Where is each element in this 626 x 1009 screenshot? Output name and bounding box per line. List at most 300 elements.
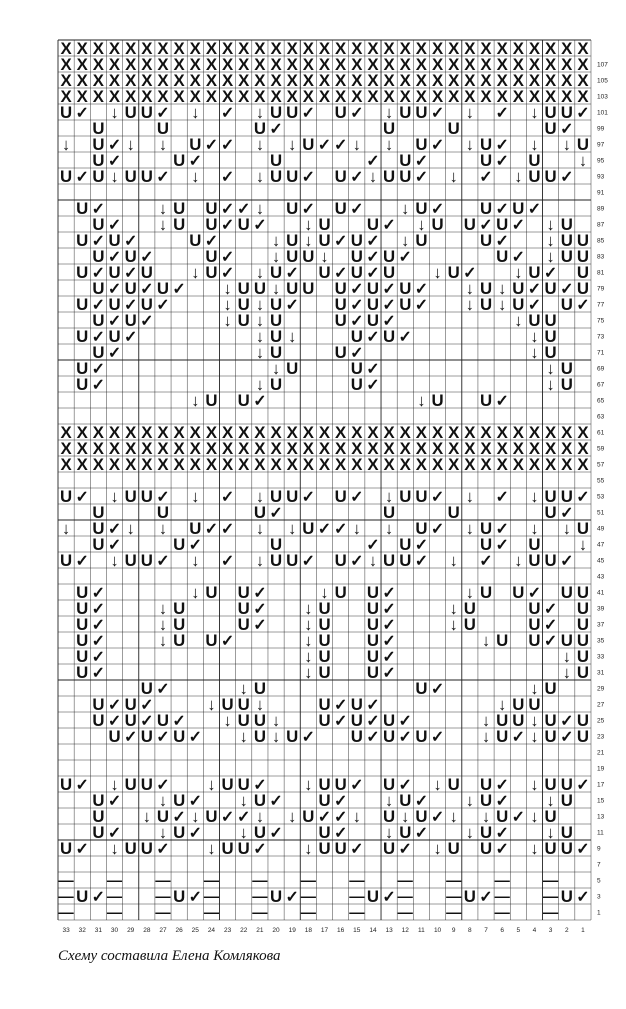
yarn-over-symbol: U: [399, 551, 412, 571]
yarn-over-symbol: U: [528, 631, 541, 651]
cross-symbol: X: [254, 423, 266, 443]
yarn-over-symbol: U: [173, 727, 186, 747]
cross-symbol: X: [205, 39, 218, 59]
yarn-over-symbol: U: [399, 167, 412, 187]
row-number-label: 23: [597, 733, 605, 741]
cross-symbol: X: [270, 423, 282, 443]
cross-symbol: X: [108, 455, 121, 475]
yarn-over-symbol: U: [237, 775, 250, 795]
yarn-over-symbol: U: [108, 263, 121, 283]
purl-symbol: —: [203, 904, 220, 922]
slip-down-symbol: ↓: [223, 295, 232, 315]
yarn-over-symbol: U: [415, 807, 428, 827]
cross-symbol: X: [76, 439, 88, 459]
decrease-symbol: ✓: [220, 808, 235, 826]
slip-down-symbol: ↓: [530, 839, 539, 859]
decrease-symbol: ✓: [107, 216, 122, 234]
decrease-symbol: ✓: [560, 504, 574, 522]
yarn-over-symbol: U: [269, 487, 283, 507]
cross-symbol: X: [125, 87, 137, 107]
cross-symbol: X: [367, 455, 379, 475]
slip-down-symbol: ↓: [465, 295, 475, 315]
cross-symbol: X: [480, 439, 492, 459]
row-number-label: 29: [597, 685, 605, 693]
slip-down-symbol: ↓: [562, 663, 571, 683]
decrease-symbol: ✓: [107, 248, 122, 266]
purl-symbol: —: [446, 872, 462, 890]
slip-down-symbol: ↓: [384, 519, 394, 539]
yarn-over-symbol: U: [76, 663, 89, 683]
cross-symbol: X: [431, 87, 444, 107]
yarn-over-symbol: U: [496, 631, 509, 651]
yarn-over-symbol: U: [318, 263, 331, 283]
yarn-over-symbol: U: [350, 263, 363, 283]
purl-symbol: —: [203, 888, 220, 906]
slip-down-symbol: ↓: [449, 615, 458, 635]
yarn-over-symbol: U: [318, 839, 331, 859]
decrease-symbol: ✓: [495, 520, 509, 538]
column-number-label: 15: [353, 927, 361, 934]
yarn-over-symbol: U: [512, 295, 525, 315]
cross-symbol: X: [302, 423, 314, 443]
slip-down-symbol: ↓: [304, 231, 313, 251]
cross-symbol: X: [60, 87, 72, 107]
yarn-over-symbol: U: [431, 391, 444, 411]
yarn-over-symbol: U: [463, 215, 476, 235]
decrease-symbol: ✓: [269, 120, 283, 138]
slip-down-symbol: ↓: [191, 807, 200, 827]
slip-down-symbol: ↓: [255, 807, 265, 827]
cross-symbol: X: [318, 439, 331, 459]
cross-symbol: X: [189, 71, 201, 91]
cross-symbol: X: [561, 87, 573, 107]
yarn-over-symbol: U: [173, 791, 186, 811]
cross-symbol: X: [464, 55, 476, 75]
cross-symbol: X: [173, 71, 185, 91]
yarn-over-symbol: U: [124, 487, 137, 507]
yarn-over-symbol: U: [366, 631, 380, 651]
cross-symbol: X: [76, 423, 88, 443]
decrease-symbol: ✓: [237, 808, 251, 826]
yarn-over-symbol: U: [76, 583, 89, 603]
yarn-over-symbol: U: [173, 151, 186, 171]
cross-symbol: X: [496, 439, 508, 459]
row-number-label: 7: [597, 861, 601, 869]
slip-down-symbol: ↓: [562, 519, 571, 539]
decrease-symbol: ✓: [301, 168, 316, 186]
row-number-label: 61: [597, 429, 605, 437]
slip-down-symbol: ↓: [255, 103, 265, 123]
column-number-label: 5: [516, 927, 521, 934]
cross-symbol: X: [92, 439, 104, 459]
slip-down-symbol: ↓: [401, 199, 410, 219]
decrease-symbol: ✓: [414, 824, 429, 842]
cross-symbol: X: [254, 439, 266, 459]
cross-symbol: X: [302, 439, 314, 459]
decrease-symbol: ✓: [527, 584, 542, 602]
cross-symbol: X: [577, 439, 589, 459]
yarn-over-symbol: U: [496, 807, 509, 827]
slip-down-symbol: ↓: [546, 791, 555, 811]
cross-symbol: X: [464, 39, 476, 59]
yarn-over-symbol: U: [544, 679, 557, 699]
decrease-symbol: ✓: [430, 808, 445, 826]
slip-down-symbol: ↓: [530, 807, 539, 827]
cross-symbol: X: [335, 87, 347, 107]
yarn-over-symbol: U: [92, 167, 105, 187]
decrease-symbol: ✓: [479, 888, 493, 906]
decrease-symbol: ✓: [91, 376, 106, 394]
decrease-symbol: ✓: [560, 552, 574, 570]
slip-down-symbol: ↓: [417, 391, 426, 411]
yarn-over-symbol: U: [544, 711, 557, 731]
yarn-over-symbol: U: [415, 487, 428, 507]
decrease-symbol: ✓: [107, 536, 122, 554]
cross-symbol: X: [367, 55, 379, 75]
yarn-over-symbol: U: [318, 823, 331, 843]
yarn-over-symbol: U: [576, 663, 589, 683]
cross-symbol: X: [125, 455, 137, 475]
slip-down-symbol: ↓: [126, 135, 135, 155]
decrease-symbol: ✓: [107, 712, 122, 730]
decrease-symbol: ✓: [107, 344, 122, 362]
column-number-label: 19: [288, 927, 296, 934]
decrease-symbol: ✓: [285, 296, 299, 314]
cross-symbol: X: [60, 55, 72, 75]
yarn-over-symbol: U: [76, 887, 89, 907]
cross-symbol: X: [561, 439, 573, 459]
slip-down-symbol: ↓: [320, 247, 329, 267]
purl-symbol: —: [106, 904, 123, 922]
yarn-over-symbol: U: [366, 599, 380, 619]
decrease-symbol: ✓: [220, 552, 235, 570]
yarn-over-symbol: U: [76, 599, 89, 619]
yarn-over-symbol: U: [383, 167, 396, 187]
decrease-symbol: ✓: [414, 792, 429, 810]
yarn-over-symbol: U: [447, 119, 460, 139]
cross-symbol: X: [318, 455, 331, 475]
chart-caption: Схему составила Елена Комлякова: [58, 948, 281, 964]
slip-down-symbol: ↓: [255, 375, 265, 395]
decrease-symbol: ✓: [333, 824, 348, 842]
cross-symbol: X: [512, 55, 524, 75]
column-number-label: 33: [62, 927, 70, 934]
decrease-symbol: ✓: [495, 232, 509, 250]
decrease-symbol: ✓: [220, 200, 235, 218]
decrease-symbol: ✓: [350, 104, 364, 122]
cross-symbol: X: [141, 39, 153, 59]
row-number-label: 31: [597, 669, 605, 677]
row-number-label: 15: [597, 797, 605, 805]
yarn-over-symbol: U: [205, 391, 218, 411]
purl-symbol: —: [543, 888, 559, 906]
slip-down-symbol: ↓: [320, 583, 329, 603]
decrease-symbol: ✓: [382, 280, 396, 298]
yarn-over-symbol: U: [463, 599, 476, 619]
decrease-symbol: ✓: [91, 600, 106, 618]
yarn-over-symbol: U: [544, 167, 557, 187]
yarn-over-symbol: U: [221, 775, 234, 795]
decrease-symbol: ✓: [188, 792, 202, 810]
cross-symbol: X: [60, 439, 72, 459]
cross-symbol: X: [351, 87, 363, 107]
row-number-label: 9: [597, 845, 601, 853]
yarn-over-symbol: U: [383, 711, 396, 731]
decrease-symbol: ✓: [495, 152, 509, 170]
cross-symbol: X: [335, 455, 347, 475]
row-number-label: 81: [597, 269, 605, 277]
cross-symbol: X: [205, 455, 218, 475]
yarn-over-symbol: U: [415, 727, 428, 747]
yarn-over-symbol: U: [366, 279, 380, 299]
decrease-symbol: ✓: [527, 280, 542, 298]
column-number-label: 14: [369, 927, 377, 934]
yarn-over-symbol: U: [237, 295, 250, 315]
cross-symbol: X: [173, 87, 185, 107]
yarn-over-symbol: U: [286, 359, 299, 379]
decrease-symbol: ✓: [220, 248, 235, 266]
cross-symbol: X: [221, 439, 234, 459]
slip-down-symbol: ↓: [255, 487, 265, 507]
slip-down-symbol: ↓: [110, 103, 119, 123]
cross-symbol: X: [189, 39, 201, 59]
slip-down-symbol: ↓: [304, 631, 313, 651]
yarn-over-symbol: U: [399, 487, 412, 507]
cross-symbol: X: [448, 87, 460, 107]
yarn-over-symbol: U: [479, 199, 493, 219]
cross-symbol: X: [480, 87, 492, 107]
yarn-over-symbol: U: [447, 775, 460, 795]
slip-down-symbol: ↓: [271, 231, 281, 251]
yarn-over-symbol: U: [366, 647, 380, 667]
slip-down-symbol: ↓: [578, 535, 588, 555]
cross-symbol: X: [480, 455, 492, 475]
yarn-over-symbol: U: [156, 711, 170, 731]
decrease-symbol: ✓: [333, 520, 348, 538]
yarn-over-symbol: U: [350, 695, 363, 715]
decrease-symbol: ✓: [479, 552, 493, 570]
yarn-over-symbol: U: [140, 839, 153, 859]
slip-down-symbol: ↓: [465, 519, 475, 539]
slip-down-symbol: ↓: [530, 343, 539, 363]
slip-down-symbol: ↓: [271, 727, 281, 747]
cross-symbol: X: [76, 39, 88, 59]
yarn-over-symbol: U: [318, 647, 331, 667]
row-number-label: 83: [597, 253, 605, 261]
slip-down-symbol: ↓: [384, 791, 394, 811]
slip-down-symbol: ↓: [61, 519, 71, 539]
purl-symbol: —: [203, 872, 220, 890]
yarn-over-symbol: U: [463, 887, 476, 907]
slip-down-symbol: ↓: [61, 135, 71, 155]
cross-symbol: X: [545, 39, 557, 59]
cross-symbol: X: [561, 455, 573, 475]
column-number-label: 9: [451, 927, 456, 934]
cross-symbol: X: [431, 71, 444, 91]
column-number-label: 27: [159, 927, 167, 934]
slip-down-symbol: ↓: [433, 839, 442, 859]
decrease-symbol: ✓: [560, 712, 574, 730]
decrease-symbol: ✓: [576, 776, 590, 794]
yarn-over-symbol: U: [124, 839, 137, 859]
yarn-over-symbol: U: [253, 119, 266, 139]
column-number-label: 26: [175, 927, 183, 934]
decrease-symbol: ✓: [543, 264, 558, 282]
decrease-symbol: ✓: [366, 328, 380, 346]
decrease-symbol: ✓: [156, 776, 170, 794]
slip-down-symbol: ↓: [449, 599, 458, 619]
cross-symbol: X: [480, 423, 492, 443]
slip-down-symbol: ↓: [530, 135, 539, 155]
slip-down-symbol: ↓: [304, 615, 313, 635]
cross-symbol: X: [480, 71, 492, 91]
slip-down-symbol: ↓: [255, 695, 265, 715]
slip-down-symbol: ↓: [433, 775, 442, 795]
decrease-symbol: ✓: [495, 200, 509, 218]
decrease-symbol: ✓: [398, 712, 412, 730]
cross-symbol: X: [383, 39, 395, 59]
purl-symbol: —: [252, 904, 268, 922]
cross-symbol: X: [577, 87, 589, 107]
decrease-symbol: ✓: [123, 232, 138, 250]
slip-down-symbol: ↓: [465, 279, 475, 299]
decrease-symbol: ✓: [156, 488, 170, 506]
yarn-over-symbol: U: [415, 135, 428, 155]
yarn-over-symbol: U: [334, 167, 347, 187]
cross-symbol: X: [383, 71, 395, 91]
purl-symbol: —: [349, 872, 365, 890]
decrease-symbol: ✓: [398, 840, 412, 858]
purl-symbol: —: [494, 872, 510, 890]
row-number-label: 35: [597, 637, 605, 645]
decrease-symbol: ✓: [366, 376, 380, 394]
slip-down-symbol: ↓: [158, 791, 168, 811]
slip-down-symbol: ↓: [497, 295, 507, 315]
cross-symbol: X: [399, 39, 411, 59]
decrease-symbol: ✓: [576, 296, 590, 314]
row-number-label: 37: [597, 621, 605, 629]
decrease-symbol: ✓: [91, 648, 106, 666]
yarn-over-symbol: U: [140, 263, 153, 283]
decrease-symbol: ✓: [333, 712, 348, 730]
cross-symbol: X: [157, 39, 169, 59]
yarn-over-symbol: U: [302, 135, 315, 155]
yarn-over-symbol: U: [156, 807, 170, 827]
yarn-over-symbol: U: [269, 375, 283, 395]
slip-down-symbol: ↓: [255, 343, 265, 363]
decrease-symbol: ✓: [107, 792, 122, 810]
yarn-over-symbol: U: [269, 295, 283, 315]
yarn-over-symbol: U: [302, 247, 315, 267]
yarn-over-symbol: U: [124, 247, 137, 267]
cross-symbol: X: [383, 87, 395, 107]
yarn-over-symbol: U: [92, 119, 105, 139]
decrease-symbol: ✓: [75, 488, 89, 506]
cross-symbol: X: [335, 423, 347, 443]
slip-down-symbol: ↓: [401, 807, 410, 827]
decrease-symbol: ✓: [188, 824, 202, 842]
cross-symbol: X: [335, 55, 347, 75]
purl-symbol: —: [155, 872, 171, 890]
cross-symbol: X: [108, 39, 121, 59]
yarn-over-symbol: U: [286, 279, 299, 299]
cross-symbol: X: [76, 455, 88, 475]
yarn-over-symbol: U: [544, 839, 557, 859]
decrease-symbol: ✓: [560, 168, 574, 186]
cross-symbol: X: [205, 87, 218, 107]
column-number-label: 13: [385, 927, 393, 934]
cross-symbol: X: [545, 455, 557, 475]
cross-symbol: X: [92, 423, 104, 443]
slip-down-symbol: ↓: [191, 391, 200, 411]
yarn-over-symbol: U: [528, 599, 541, 619]
yarn-over-symbol: U: [318, 631, 331, 651]
slip-down-symbol: ↓: [530, 775, 539, 795]
yarn-over-symbol: U: [156, 503, 170, 523]
decrease-symbol: ✓: [172, 280, 186, 298]
row-number-label: 45: [597, 557, 605, 565]
slip-down-symbol: ↓: [191, 167, 200, 187]
cross-symbol: X: [367, 439, 379, 459]
column-number-label: 12: [401, 927, 409, 934]
decrease-symbol: ✓: [156, 552, 170, 570]
cross-symbol: X: [205, 439, 218, 459]
slip-down-symbol: ↓: [304, 663, 313, 683]
slip-down-symbol: ↓: [223, 311, 232, 331]
slip-down-symbol: ↓: [288, 135, 297, 155]
cross-symbol: X: [60, 71, 72, 91]
yarn-over-symbol: U: [140, 487, 153, 507]
yarn-over-symbol: U: [92, 535, 105, 555]
cross-symbol: X: [108, 55, 121, 75]
yarn-over-symbol: U: [560, 775, 573, 795]
slip-down-symbol: ↓: [255, 295, 265, 315]
yarn-over-symbol: U: [560, 631, 573, 651]
cross-symbol: X: [238, 71, 250, 91]
cross-symbol: X: [189, 87, 201, 107]
cross-symbol: X: [448, 71, 460, 91]
cross-symbol: X: [76, 55, 88, 75]
cross-symbol: X: [125, 39, 137, 59]
slip-down-symbol: ↓: [449, 807, 458, 827]
yarn-over-symbol: U: [205, 247, 218, 267]
row-number-label: 57: [597, 461, 605, 469]
decrease-symbol: ✓: [560, 280, 574, 298]
cross-symbol: X: [335, 439, 347, 459]
decrease-symbol: ✓: [75, 776, 89, 794]
row-number-label: 39: [597, 605, 605, 613]
decrease-symbol: ✓: [253, 616, 267, 634]
row-number-label: 11: [597, 829, 604, 837]
cross-symbol: X: [528, 87, 541, 107]
row-number-label: 65: [597, 397, 605, 405]
cross-symbol: X: [141, 423, 153, 443]
yarn-over-symbol: U: [383, 775, 396, 795]
yarn-over-symbol: U: [92, 343, 105, 363]
purl-symbol: —: [106, 872, 123, 890]
column-number-label: 29: [127, 927, 135, 934]
decrease-symbol: ✓: [414, 296, 429, 314]
decrease-symbol: ✓: [156, 728, 170, 746]
yarn-over-symbol: U: [576, 247, 589, 267]
yarn-over-symbol: U: [237, 311, 250, 331]
purl-symbol: —: [300, 872, 316, 890]
yarn-over-symbol: U: [479, 391, 493, 411]
yarn-over-symbol: U: [528, 151, 541, 171]
decrease-symbol: ✓: [430, 728, 445, 746]
cross-symbol: X: [545, 87, 557, 107]
decrease-symbol: ✓: [220, 520, 235, 538]
